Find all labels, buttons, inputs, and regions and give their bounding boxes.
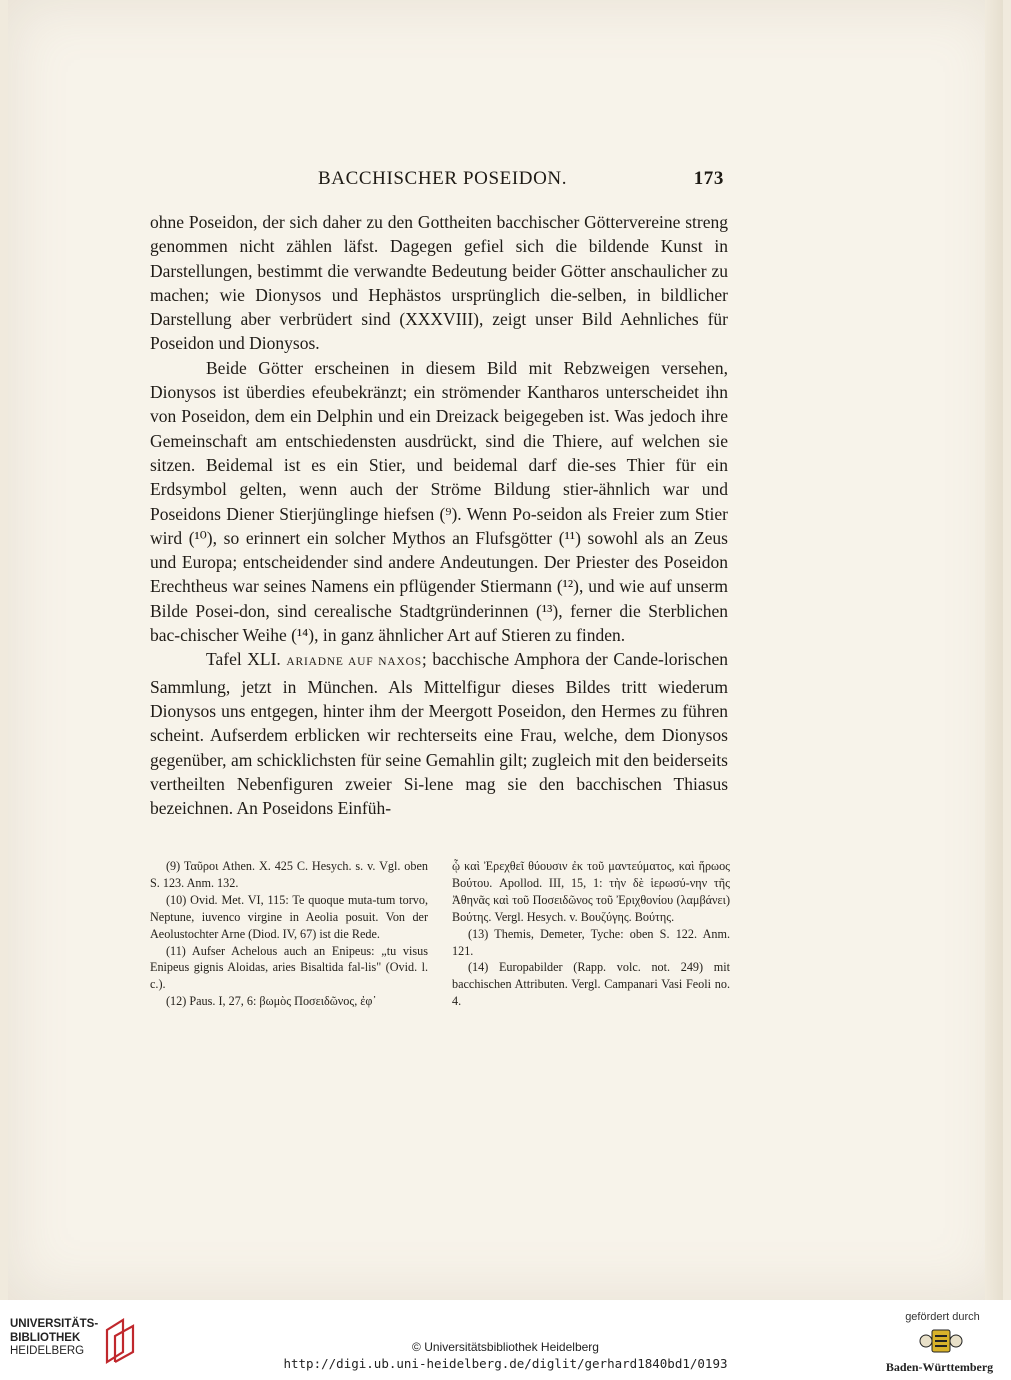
paragraph-3-text: ; bacchische Amphora der Cande-lorischen Sammlung, jetzt in München. Als Mittelfigur dieses Bildes tritt wiederum Dionysos uns entgegen, hinter ihm der Meergott Poseidon, den Hermes zu führen scheint. Aufserdem erblicken wir rechterseits eine Frau, welche, dem Dionysos gegenüber, am schicklichsten für seine Gemahlin gilt; zugleich mit den beiderseits vertheilten Nebenfiguren zweier Si-lene mag sie den bacchischen Thiasus bezeichnen. An Poseidons Einfüh- xyxy=(150,649,729,819)
permalink[interactable]: http://digi.ub.uni-heidelberg.de/diglit/gerhard1840bd1/0193 xyxy=(283,1356,728,1371)
footnote-11: (11) Aufser Achelous auch an Enipeus: „tu visus Enipeus gignis Aloidas, aries Bisaltida fal-lis" (Ovid. l. c.). xyxy=(150,943,428,992)
funded-by-label: gefördert durch xyxy=(905,1311,980,1323)
funder-name: Baden-Württemberg xyxy=(885,1360,994,1374)
footnote-13: (13) Themis, Demeter, Tyche: oben S. 122. Anm. 121. xyxy=(452,926,730,958)
library-name-line2: BIBLIOTHEK xyxy=(10,1331,81,1344)
page-title: BACCHISCHER POSEIDON. xyxy=(318,168,568,189)
library-name-line3: HEIDELBERG xyxy=(10,1345,85,1357)
footnotes xyxy=(150,858,730,1048)
footnotes-right-column xyxy=(452,858,730,1010)
copyright-notice: © Universitätsbibliothek Heidelberg xyxy=(412,1340,599,1354)
paragraph-1: ohne Poseidon, der sich daher zu den Gottheiten bacchischer Göttervereine streng genommen nicht zählen läfst. Dagegen gefiel sich die bildende Kunst in Darstellungen, bestimmt die verwandte Bedeutung beider Götter anschaulicher zu machen; wie Dionysos und Hephästos ursprünglich die-selben, in bildlicher Darstellung aber verbrüdert sind (XXXVIII), zeigt unser Bild Aehnliches für Poseidon und Dionysos. xyxy=(150,212,728,354)
paragraph-2: Beide Götter erscheinen in diesem Bild mit Rebzweigen versehen, Dionysos ist überdies efeubekränzt; ein strömender Kantharos unterscheidet ihn von Poseidon, dem ein Delphin und ein Dreizack beigegeben ist. Was jedoch ihre Gemeinschaft am entschiedensten ausdrückt, sind die Thiere, auf welchen sie sitzen. Beidemal ist es ein Stier, und beidemal darf die-ses Thier für ein Erdsymbol gelten, wenn auch der Ströme Bildung stier-ähnlich war und Poseidons Diener Stierjünglinge hiefsen (⁹). Wenn Po-seidon als Freier zum Stier wird (¹⁰), so erinnert ein solcher Mythos an Flufsgötter (¹¹) sowohl als an Zeus und Europa; entscheidender sind andere Andeutungen. Der Priester des Poseidon Erechtheus war seines Namens ein pflügender Stiermann (¹²), und wie auf unserm Bilde Posei-don, sind cerealische Stadtgründerinnen (¹³), ferner die Sterblichen bac-chischer Weihe (¹⁴), in ganz ähnlicher Art auf Stieren zu finden. xyxy=(150,357,728,646)
plate-caption: ARIADNE AUF NAXOS xyxy=(286,656,422,669)
plate-reference: Tafel XLI. xyxy=(206,649,281,670)
footnote-14: (14) Europabilder (Rapp. volc. not. 249) mit bacchischen Attributen. Vergl. Campanari Vasi Feoli no. 4. xyxy=(452,960,730,1009)
footnotes-left-column xyxy=(150,858,428,1010)
footnote-12: (12) Paus. I, 27, 6: βωμὸς Ποσειδῶνος, ἐφ᾽ xyxy=(166,994,377,1009)
footnote-10: (10) Ovid. Met. VI, 115: Te quoque muta-tum torvo, Neptune, iuvenco virgine in Aeolia posuit. Von der Aeolustochter Arne (Diod. IV, 67) ist die Rede. xyxy=(150,892,428,941)
library-name-line1: UNIVERSITÄTS- xyxy=(10,1318,99,1330)
coat-of-arms-icon xyxy=(918,1326,964,1356)
page-edge xyxy=(985,0,1003,1300)
running-head xyxy=(148,168,730,194)
footnote-9: (9) Ταῦροι Athen. X. 425 C. Hesych. s. v. Vgl. oben S. 123. Anm. 132. xyxy=(150,859,428,890)
main-text xyxy=(150,210,728,820)
paragraph-3 xyxy=(150,647,728,820)
page-number: 173 xyxy=(693,168,724,189)
footnote-12-continued: ᾧ καὶ Ἐρεχθεῖ θύουσιν ἐκ τοῦ μαντεύματος, καὶ ἥρωος Βούτου. Apollod. III, 15, 1: τὴν δὲ ἱερωσύ-νην τῆς Ἀθηνᾶς καὶ τοῦ Ποσειδῶνος τοῦ Ἐριχθονίου (λαμβάνει) Βούτης. Vergl. Hesych. v. Βουζύγης. Βούτης. xyxy=(452,859,730,924)
